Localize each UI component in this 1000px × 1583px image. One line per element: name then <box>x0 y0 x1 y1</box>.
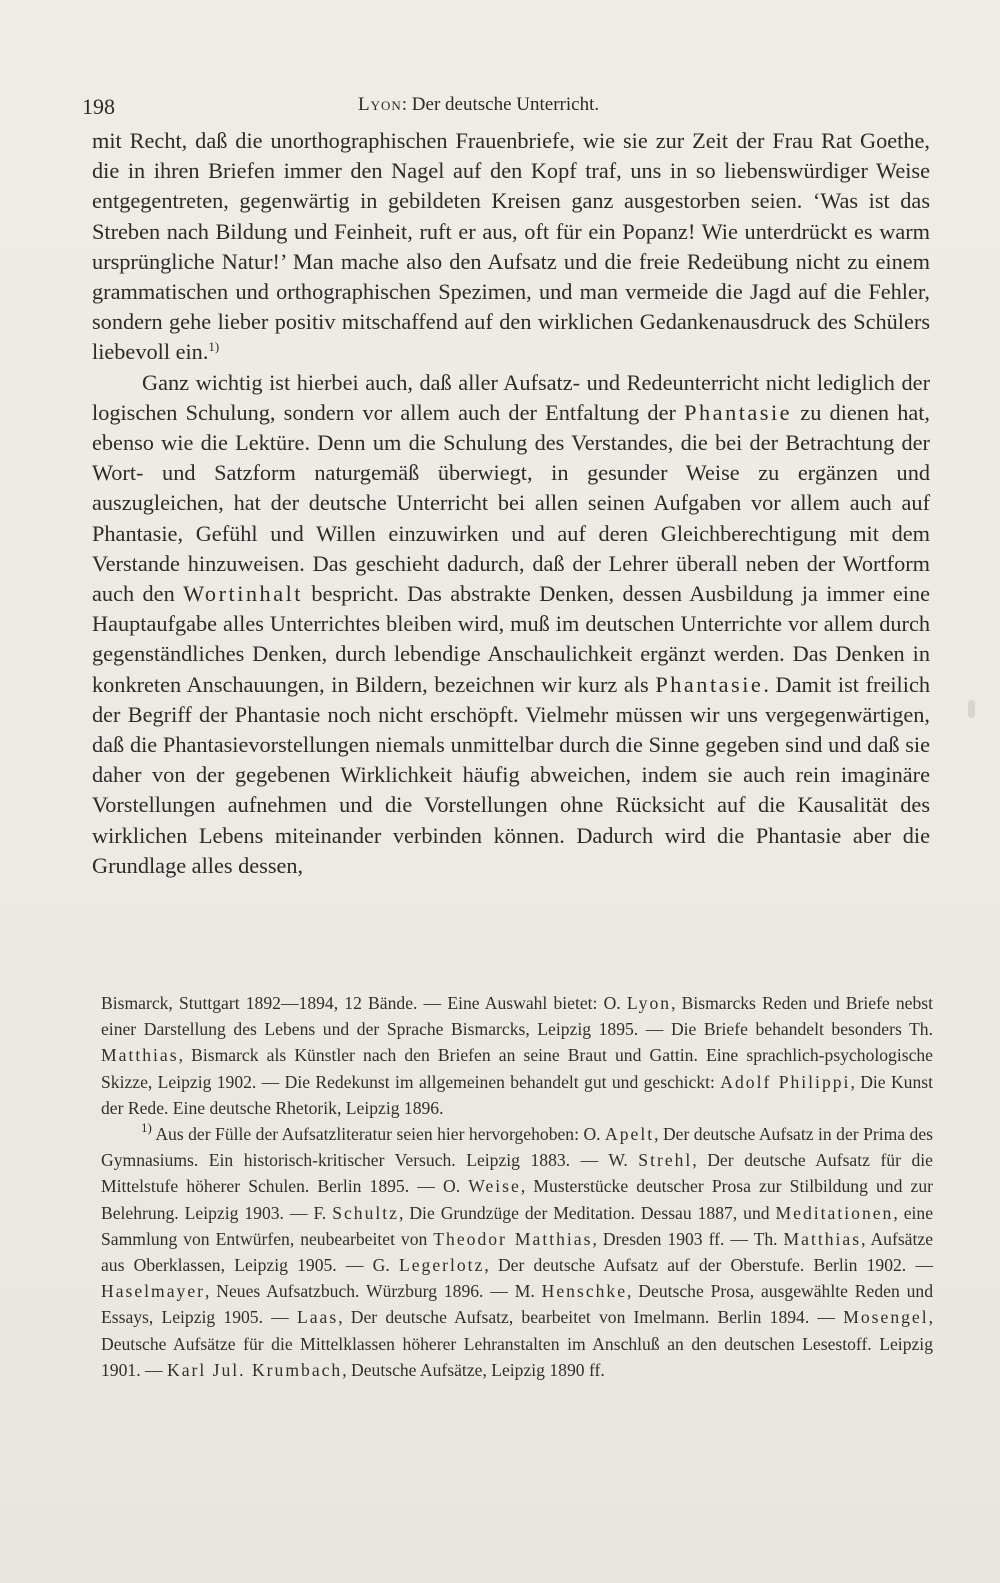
paper-speck <box>968 700 975 718</box>
fn1-text-l: , Der deutsche Aufsatz, bearbeitet von Imelmann. Berlin 1894. — <box>338 1307 844 1328</box>
fn1-text-n: , Deutsche Aufsätze, Leipzig 1890 ff. <box>342 1359 605 1380</box>
fn1-author-laas: Laas <box>296 1307 339 1328</box>
paragraph-2-text-c: bespricht. Das abstrakte Denken, dessen Ausbildung ja immer eine Hauptaufgabe alles Unterrichtes bleiben wird, muß im deutschen Unterrichte vor allem durch gegenständliches Denken, durch lebendige Anschaulichkeit ergänzt werden. Das Denken in konkreten Anschauungen, in Bildern, bezeichnen wir kurz als <box>92 581 930 697</box>
fn1-text-f: , eine Sammlung von Entwürfen, neubearbeitet von <box>101 1202 934 1249</box>
paragraph-2-text-a: Ganz wichtig ist hierbei auch, daß aller Aufsatz- und Redeunterricht nicht lediglich der logischen Schulung, sondern vor allem auch der Entfaltung der <box>92 369 930 425</box>
fn1-text-a: Aus der Fülle der Aufsatzliteratur seien hier hervorgehoben: O. <box>151 1124 606 1145</box>
fn1-title-meditationen: Meditationen <box>775 1202 894 1223</box>
emphasis-phantasie: Phantasie <box>684 399 793 425</box>
fn0-author-lyon: Lyon <box>626 993 672 1013</box>
fn0-text-a: Bismarck, Stuttgart 1892—1894, 12 Bände. — Eine Auswahl bietet: O. <box>101 993 627 1013</box>
fn1-author-mosengel: Mosengel <box>843 1307 929 1328</box>
emphasis-phantasie-2: Phantasie <box>655 671 764 697</box>
fn1-author-haselmayer: Haselmayer <box>101 1281 206 1302</box>
fn1-text-j: , Neues Aufsatzbuch. Würzburg 1896. — M. <box>205 1281 542 1302</box>
fn1-text-b: , Der deutsche Aufsatz in der Prima des Gymnasiums. Ein historisch-kritischer Versuch. Leipzig 1883. — W. <box>101 1124 933 1171</box>
paragraph-2-text-b: zu dienen hat, ebenso wie die Lektüre. Denn um die Schulung des Verstandes, die bei der Betrachtung der Wort- und Satzform naturgemäß überwiegt, in gesunder Weise zu ergänzen und auszugleichen, hat der deutsche Unterricht bei allen seinen Aufgaben vor allem auch auf Phantasie, Gefühl und Willen einzuwirken und auf deren Gleichberechtigung mit dem Verstande hinzuweisen. Das geschieht dadurch, daß der Lehrer überall neben der Wortform auch den <box>92 399 931 607</box>
fn1-text-c: , Der deutsche Aufsatz für die Mittelstufe höherer Schulen. Berlin 1895. — O. <box>101 1150 933 1197</box>
fn0-text-c: , Bismarck als Künstler nach den Briefen an seine Braut und Gattin. Eine sprachlich-psychologische Skizze, Leipzig 1902. — Die Redekunst im allgemeinen behandelt gut und geschickt: <box>101 1045 933 1092</box>
fn1-author-apelt: Apelt <box>605 1124 655 1145</box>
fn1-text-i: , Der deutsche Aufsatz auf der Oberstufe. Berlin 1902. — <box>484 1255 933 1276</box>
footnote-1-mark: 1) <box>141 1120 152 1136</box>
running-head-title: : Der deutsche Unterricht. <box>401 94 600 115</box>
footnote-reference: 1) <box>208 339 220 355</box>
fn1-text-m: , Deutsche Aufsätze für die Mittelklassen höherer Lehranstalten im Anschluß an den deutschen Lesestoff. Leipzig 1901. — <box>101 1307 934 1380</box>
fn1-text-k: , Deutsche Prosa, ausgewählte Reden und Essays, Leipzig 1905. — <box>101 1281 933 1328</box>
fn1-text-e: , Die Grundzüge der Meditation. Dessau 1887, und <box>398 1202 776 1223</box>
fn1-author-weise: Weise <box>468 1176 521 1197</box>
fn0-author-philippi: Adolf Philippi <box>720 1071 851 1092</box>
footnotes <box>101 990 933 1383</box>
fn1-text-d: , Musterstücke deutscher Prosa zur Stilbildung und zur Belehrung. Leipzig 1903. — F. <box>101 1176 934 1223</box>
fn1-text-g: , Dresden 1903 ff. — Th. <box>592 1228 784 1249</box>
paragraph-1 <box>92 126 930 368</box>
page-header <box>82 94 922 124</box>
fn0-text-d: , Die Kunst der Rede. Eine deutsche Rhetorik, Leipzig 1896. <box>101 1071 933 1118</box>
fn1-text-h: , Aufsätze aus Oberklassen, Leipzig 1905. — G. <box>101 1228 933 1276</box>
page-number: 198 <box>82 94 115 119</box>
fn1-author-strehl: Strehl <box>638 1150 693 1171</box>
fn1-author-legerlotz: Legerlotz <box>398 1255 485 1276</box>
footnote-continued <box>101 990 933 1121</box>
paragraph-1-text: mit Recht, daß die unorthographischen Frauenbriefe, wie sie zur Zeit der Frau Rat Goethe, die in ihren Briefen immer den Nagel auf den Kopf traf, uns in so liebenswürdiger Weise entgegentreten, gegenwärtig in gebildeten Kreisen ganz ausgestorben seien. ‘Was ist das Streben nach Bildung und Feinheit, ruft er aus, oft für ein Popanz! Wie unterdrückt es warm ursprüngliche Natur!’ Man mache also den Aufsatz und die freie Redeübung nicht zu einem grammatischen und orthographischen Spezimen, und man vermeide die Jagd auf die Fehler, sondern gehe lieber positiv mitschaffend auf den wirklichen Gedankenausdruck des Schülers liebevoll ein. <box>92 128 930 365</box>
fn1-author-krumbach: Karl Jul. Krumbach <box>166 1359 343 1380</box>
paragraph-2-text-d: . Damit ist freilich der Begriff der Phantasie noch nicht erschöpft. Vielmehr müssen wir uns vergegenwärtigen, daß die Phantasievorstellungen niemals unmittelbar durch die Sinne gegeben sind und daß sie daher von der gegebenen Wirklichkeit häufig abweichen, indem sie auch rein imaginäre Vorstellungen aufnehmen und die Vorstellungen ohne Rücksicht auf die Kausalität des wirklichen Lebens miteinander verbinden können. Dadurch wird die Phantasie aber die Grundlage alles dessen, <box>92 671 930 878</box>
fn1-author-theodor-matthias: Theodor Matthias <box>433 1228 593 1249</box>
fn1-author-matthias: Matthias <box>783 1228 862 1249</box>
running-head-author: Lyon <box>358 94 402 115</box>
fn0-text-b: , Bismarcks Reden und Briefe nebst einer Darstellung des Lebens und der Sprache Bismarcks, Leipzig 1895. — Die Briefe behandelt besonders Th. <box>101 993 934 1040</box>
paragraph-2 <box>92 368 930 881</box>
fn0-author-matthias: Matthias <box>101 1045 179 1066</box>
running-head <box>358 94 599 116</box>
main-text <box>92 126 930 881</box>
emphasis-wortinhalt: Wortinhalt <box>183 581 303 607</box>
fn1-author-henschke: Henschke <box>541 1281 628 1302</box>
fn1-author-schultz: Schultz <box>332 1202 399 1223</box>
footnote-1 <box>101 1121 933 1383</box>
